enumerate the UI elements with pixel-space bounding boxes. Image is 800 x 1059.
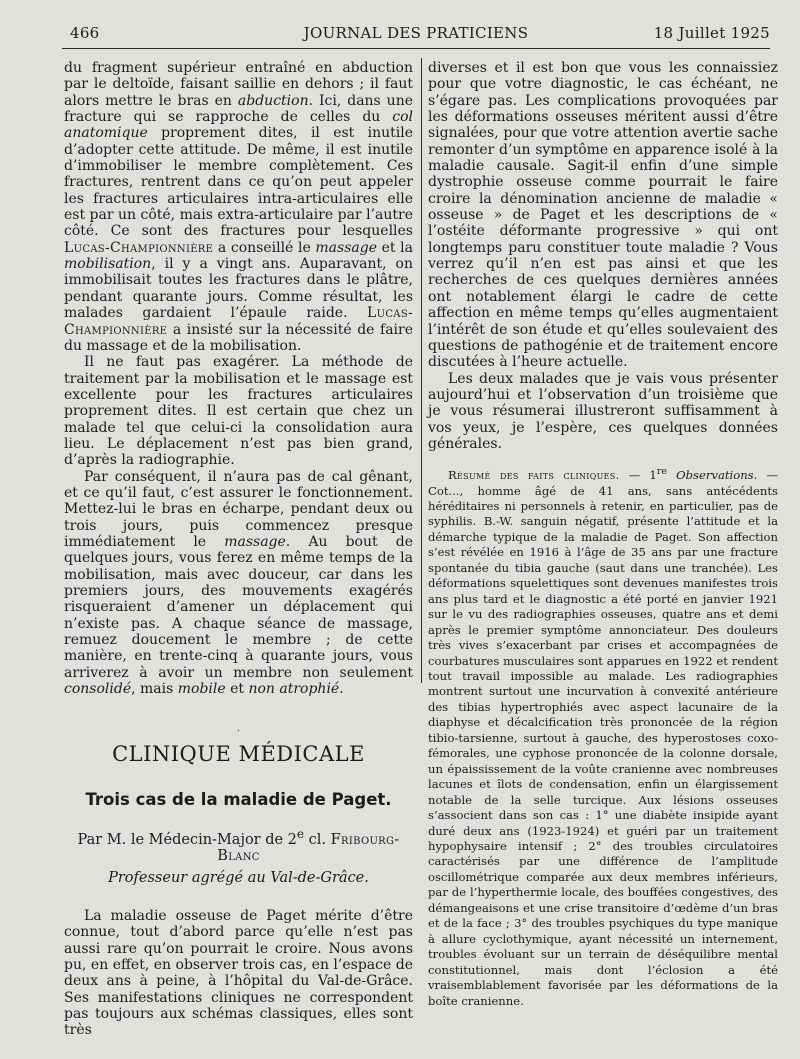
- right-column: [428, 60, 778, 1009]
- column-divider: [421, 58, 422, 683]
- article-intro: La maladie osseuse de Paget mérite d’être connue, tout d’abord parce qu’elle n’est pas aussi rare qu’on pourrait le croire. Nous avons pu, en effet, en observer trois cas, en l’espace de deux ans à peine, à l’hôpital du Val-de-Grâce. Ses manifestations cliniques ne correspondent pas toujours aux schémas classiques, elles sont très: [64, 907, 413, 1039]
- clinical-summary: Résumé des faits cliniques. — 1re Observations. — Cot..., homme âgé de 41 ans, sans antécédents héréditaires ni personnels à retenir, en particulier, pas de syphilis. B.-W. sanguin négatif, présente l’attitude et la démarche typique de la maladie de Paget. Son affection s’est révélée en 1916 à l’âge de 35 ans par une fracture spontanée du tibia gauche (saut dans une tranchée). Les déformations squelettiques sont devenues manifestes trois ans plus tard et le diagnostic a été porté en janvier 1921 sur le vu des radiographies osseuses, quatre ans et demi après le premier symptôme annonciateur. Des douleurs très vives s’exacerbant par crises et accompagnées de courbatures musculaires sont apparues en 1922 et rendent tout travail impossible au malade. Les radiographies montrent surtout une incurvation à convexité antérieure des tibias hypertrophiés avec aspect lacunaire de la diaphyse et décalcification très prononcée de la région tibio-tarsienne, surtout à gauche, des hyperostoses coxo-fémorales, une cyphose prononcée de la colonne dorsale, un épaississement de la voûte cranienne avec nombreuses lacunes et îlots de condensation, enfin un élargissement notable de la selle turcique. Aux lésions osseuses s’associent dans son cas : 1° une diabète insipide ayant duré deux ans (1923-1924) et guéri par un traitement hypophysaire intensif ; 2° des troubles circulatoires caractérisés par une différence de l’amplitude oscillométrique comparée aux deux membres inférieurs, par de l’hyperthermie locale, des bouffées congestives, des démangeaisons et une crise transitoire d’œdème d’un bras et de la face ; 3° des troubles psychiques du type manique à allure cyclothymique, ayant nécessité un internement, troubles évoluant sur un terrain de déséquilibre mental constitutionnel, mais dont l’éclosion a été vraisemblablement favorisée par les déformations de la boîte cranienne.: [428, 466, 779, 1008]
- author-name: Lucas-Championnière: [64, 239, 214, 256]
- left-paragraph-3: Par conséquent, il n’aura pas de cal gênant, et ce qu’il faut, c’est assurer le fonctionnement. Mettez-lui le bras en écharpe, pendant deux ou trois jours, puis commencez presque immédiatement le massage. Au bout de quelques jours, vous ferez en même temps de la mobilisation, mais avec douceur, car dans les premiers jours, des mouvements exagérés risqueraient d’amener un déplacement qui n’existe pas. A chaque séance de massage, remuez doucement le membre ; de cette manière, en trente-cinq à quarante jours, vous arriverez à avoir un membre non seulement consolidé, mais mobile et non atrophié.: [64, 468, 413, 698]
- article-title: Trois cas de la maladie de Paget.: [85, 790, 392, 809]
- issue-date: 18 Juillet 1925: [653, 24, 770, 42]
- running-header: [62, 24, 770, 46]
- author-affiliation: Professeur agrégé au Val-de-Grâce.: [108, 869, 369, 886]
- byline: Par M. le Médecin-Major de 2e cl. Fribourg-Blanc: [77, 827, 400, 864]
- journal-title: JOURNAL DES PRATICIENS: [303, 24, 529, 42]
- section-ornament: ·: [236, 724, 241, 739]
- article-section: [64, 724, 413, 1053]
- section-title: CLINIQUE MÉDICALE: [112, 742, 365, 766]
- summary-label: Résumé des faits cliniques.: [448, 468, 620, 483]
- right-paragraph-1: diverses et il est bon que vous les connaissiez pour que votre diagnostic, le cas échéant, ne s’égare pas. Les complications provoquées par les déformations osseuses méritent aussi d’être signalées, pour que votre attention avertie sache remonter d’un symptôme en apparence isolé à la maladie causale. Sagit-il enfin d’une simple dystrophie osseuse comme pourrait le faire croire la dénomination ancienne de maladie « osseuse » de Paget et les descriptions de « l’ostéite déformante progressive » qui ont longtemps paru constituer toute maladie ? Vous verrez qu’il n’en est pas ainsi et que les recherches de ces quelques dernières années ont notablement élargi le cadre de cette affection en même temps qu’elles augmentaient l’intérêt de son étude et qu’elles soulevaient des questions de pathogénie et de traitement encore discutées à l’heure actuelle.: [428, 60, 778, 371]
- author-name: Lucas-Championnière: [64, 305, 413, 338]
- page-number: 466: [70, 24, 100, 42]
- right-paragraph-2: Les deux malades que je vais vous présenter aujourd’hui et l’observation d’un troisième que je vous résumerai illustreront suffisamment à vos yeux, je l’espère, ces quelques données générales.: [428, 370, 778, 452]
- header-rule: [62, 48, 770, 49]
- author-name: Fribourg-Blanc: [217, 831, 400, 864]
- left-paragraph-2: Il ne faut pas exagérer. La méthode de traitement par la mobilisation et le massage est excellente pour les fractures articulaires proprement dites. Il est certain que chez un malade tel que celui-ci la consolidation aura lieu. Le déplacement n’est pas bien grand, d’après la radiographie.: [64, 354, 413, 469]
- left-column: [64, 60, 413, 697]
- left-paragraph-1: du fragment supérieur entraîné en abduction par le deltoïde, faisant saillie en dehors ; il faut alors mettre le bras en abduction. Ici, dans une fracture qui se rapproche de celles du col anatomique proprement dites, il est inutile d’adopter cette attitude. De même, il est inutile d’immobiliser le membre complètement. Ces fractures, rentrent dans ce qu’on peut appeler les fractures articulaires intra-articulaires elle est par un côté, mais extra-articulaire par l’autre côté. Ce sont des fractures pour lesquelles Lucas-Championnière a conseillé le massage et la mobilisation, il y a vingt ans. Auparavant, on immobilisait toutes les fractures dans le plâtre, pendant quarante jours. Comme résultat, les malades gardaient l’épaule raide. Lucas-Championnière a insisté sur la nécessité de faire du massage et de la mobilisation.: [64, 60, 414, 354]
